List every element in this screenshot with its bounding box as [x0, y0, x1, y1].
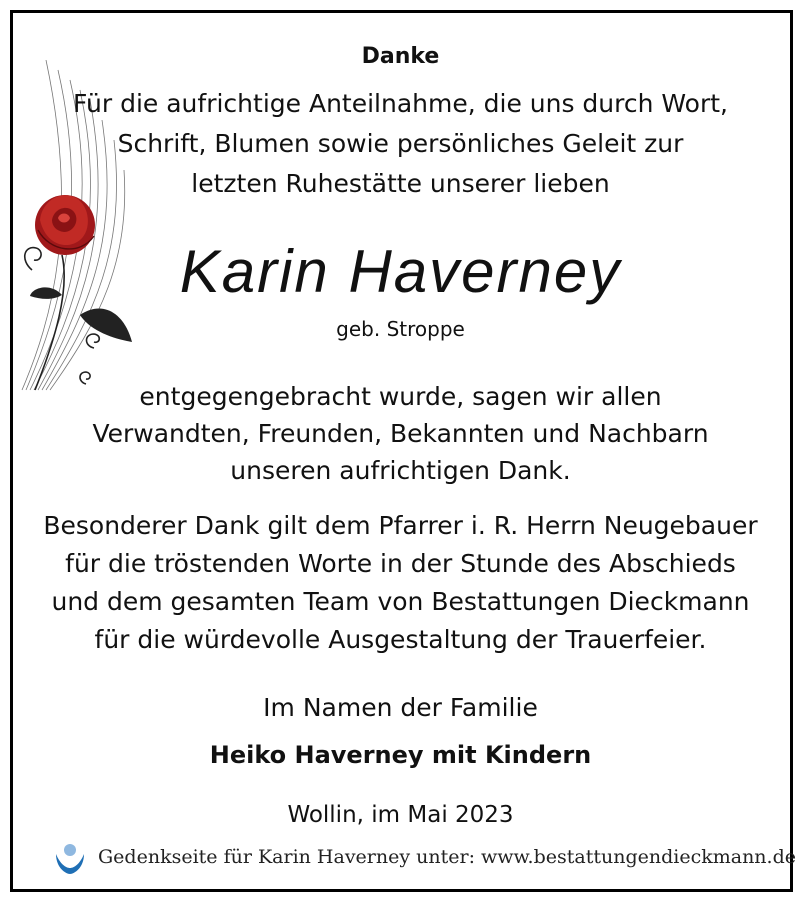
maiden-name: geb. Stroppe [336, 317, 465, 341]
memorial-logo-icon [50, 838, 90, 876]
body-line: Verwandten, Freunden, Bekannten und Nachbarn [92, 419, 709, 448]
signature-intro: Im Namen der Familie [263, 693, 538, 722]
signature-names: Heiko Haverney mit Kindern [209, 741, 592, 769]
deceased-name: Karin Haverney [179, 238, 622, 305]
body-line: für die tröstenden Worte in der Stunde des Abschieds [65, 549, 736, 578]
body-line: unseren aufrichtigen Dank. [230, 456, 571, 485]
body-line: und dem gesamten Team von Bestattungen Dieckmann [51, 587, 750, 616]
body-line: Besonderer Dank gilt dem Pfarrer i. R. Herrn Neugebauer [43, 511, 758, 540]
body-text-1 [0, 378, 801, 489]
body-text-2 [0, 507, 801, 659]
body-line: für die würdevolle Ausgestaltung der Trauerfeier. [94, 625, 707, 654]
heading: Danke [361, 44, 440, 69]
intro-line: Schrift, Blumen sowie persönliches Geleit zur [117, 129, 684, 158]
intro-line: Für die aufrichtige Anteilnahme, die uns durch Wort, [73, 89, 728, 118]
footer [50, 838, 796, 876]
intro-line: letzten Ruhestätte unserer lieben [191, 169, 610, 198]
footer-text: Gedenkseite für Karin Haverney unter: www.bestattungendieckmann.de [98, 846, 796, 868]
intro-text [0, 84, 801, 204]
body-line: entgegengebracht wurde, sagen wir allen [139, 382, 662, 411]
place-date: Wollin, im Mai 2023 [287, 802, 514, 828]
